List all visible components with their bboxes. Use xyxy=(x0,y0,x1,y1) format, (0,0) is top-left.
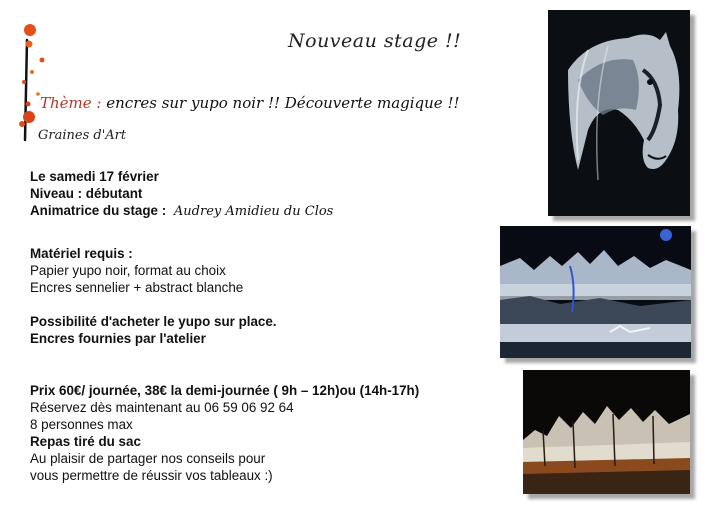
list-item: Encres sennelier + abstract blanche xyxy=(30,280,244,295)
capacity-line: 8 personnes max xyxy=(30,417,133,432)
theme-text: encres sur yupo noir !! Découverte magique !! xyxy=(106,94,460,112)
page-title: Nouveau stage !! xyxy=(288,30,462,52)
event-level: Niveau : débutant xyxy=(30,186,143,201)
animatrice-line xyxy=(30,202,333,220)
brand-name: Graines d'Art xyxy=(38,128,127,143)
closing-line: Au plaisir de partager nos conseils pour xyxy=(30,451,266,466)
meal-line: Repas tiré du sac xyxy=(30,434,141,449)
landscape-painting-image xyxy=(523,370,690,494)
brand-logo-icon xyxy=(18,22,48,144)
horse-painting-image xyxy=(548,10,690,216)
closing-line: vous permettre de réussir vos tableaux :) xyxy=(30,468,273,483)
event-date: Le samedi 17 février xyxy=(30,169,159,184)
supplies-line: Encres fournies par l'atelier xyxy=(30,331,206,346)
reservation-line: Réservez dès maintenant au 06 59 06 92 64 xyxy=(30,400,294,415)
purchase-section xyxy=(30,313,277,347)
materials-heading: Matériel requis : xyxy=(30,246,133,261)
animatrice-name: Audrey Amidieu du Clos xyxy=(173,204,334,219)
theme-line xyxy=(40,94,460,112)
list-item: Papier yupo noir, format au choix xyxy=(30,263,226,278)
price-line: Prix 60€/ journée, 38€ la demi-journée ( 9h – 12h)ou (14h-17h) xyxy=(30,383,420,398)
materials-section xyxy=(30,245,243,296)
purchase-line: Possibilité d'acheter le yupo sur place. xyxy=(30,314,277,329)
animatrice-label: Animatrice du stage : xyxy=(30,203,167,218)
mountains-painting-image xyxy=(500,226,691,358)
event-details xyxy=(30,168,333,220)
pricing-section xyxy=(30,382,419,484)
theme-label: Thème : xyxy=(40,94,102,112)
